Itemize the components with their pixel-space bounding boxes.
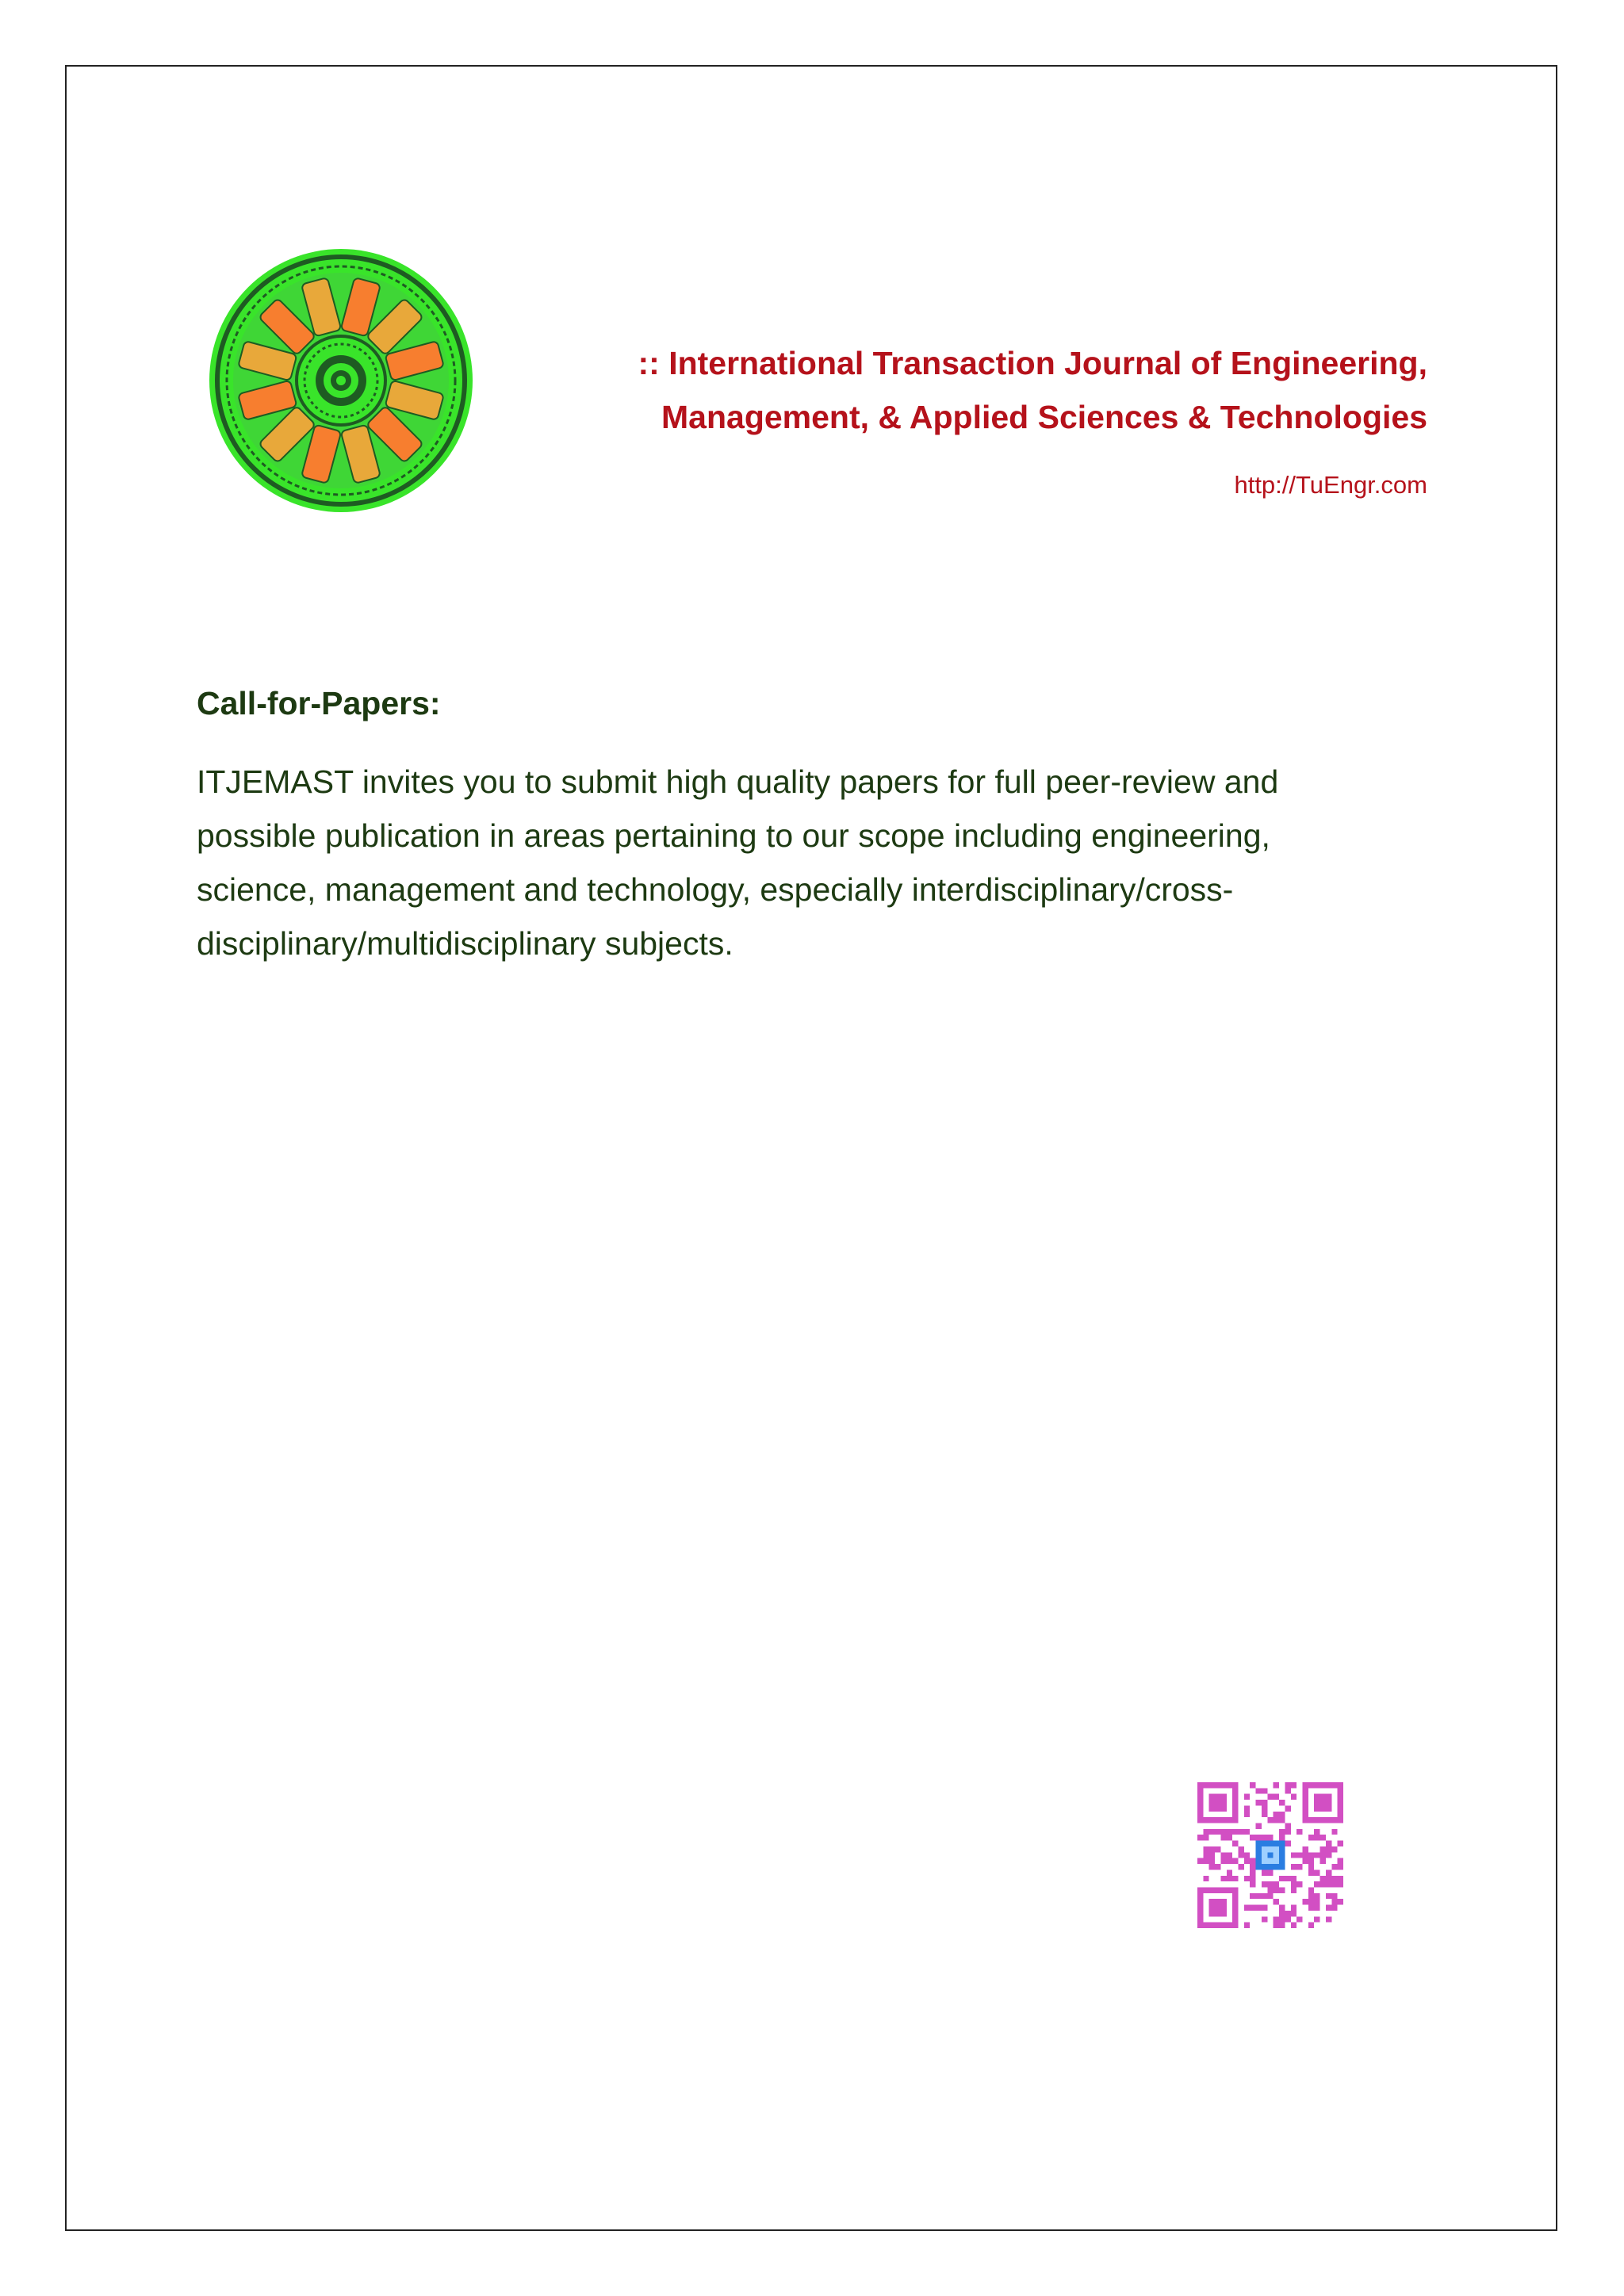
journal-url-link[interactable]: http://TuEngr.com bbox=[1234, 471, 1427, 499]
journal-title-line-2: Management, & Applied Sciences & Technologies bbox=[661, 399, 1427, 435]
qr-code-icon bbox=[1197, 1782, 1343, 1928]
call-for-papers-body bbox=[197, 755, 1434, 970]
body-line: science, management and technology, especially interdisciplinary/cross- bbox=[197, 871, 1234, 908]
journal-title bbox=[476, 336, 1427, 444]
body-line: disciplinary/multidisciplinary subjects. bbox=[197, 925, 733, 962]
body-line: ITJEMAST invites you to submit high quality papers for full peer-review and bbox=[197, 763, 1279, 800]
body-line: possible publication in areas pertaining to our scope including engineering, bbox=[197, 817, 1270, 854]
dharma-wheel-logo bbox=[208, 247, 474, 514]
call-for-papers-heading: Call-for-Papers: bbox=[197, 685, 441, 721]
journal-title-line-1: :: International Transaction Journal of Engineering, bbox=[638, 345, 1427, 381]
